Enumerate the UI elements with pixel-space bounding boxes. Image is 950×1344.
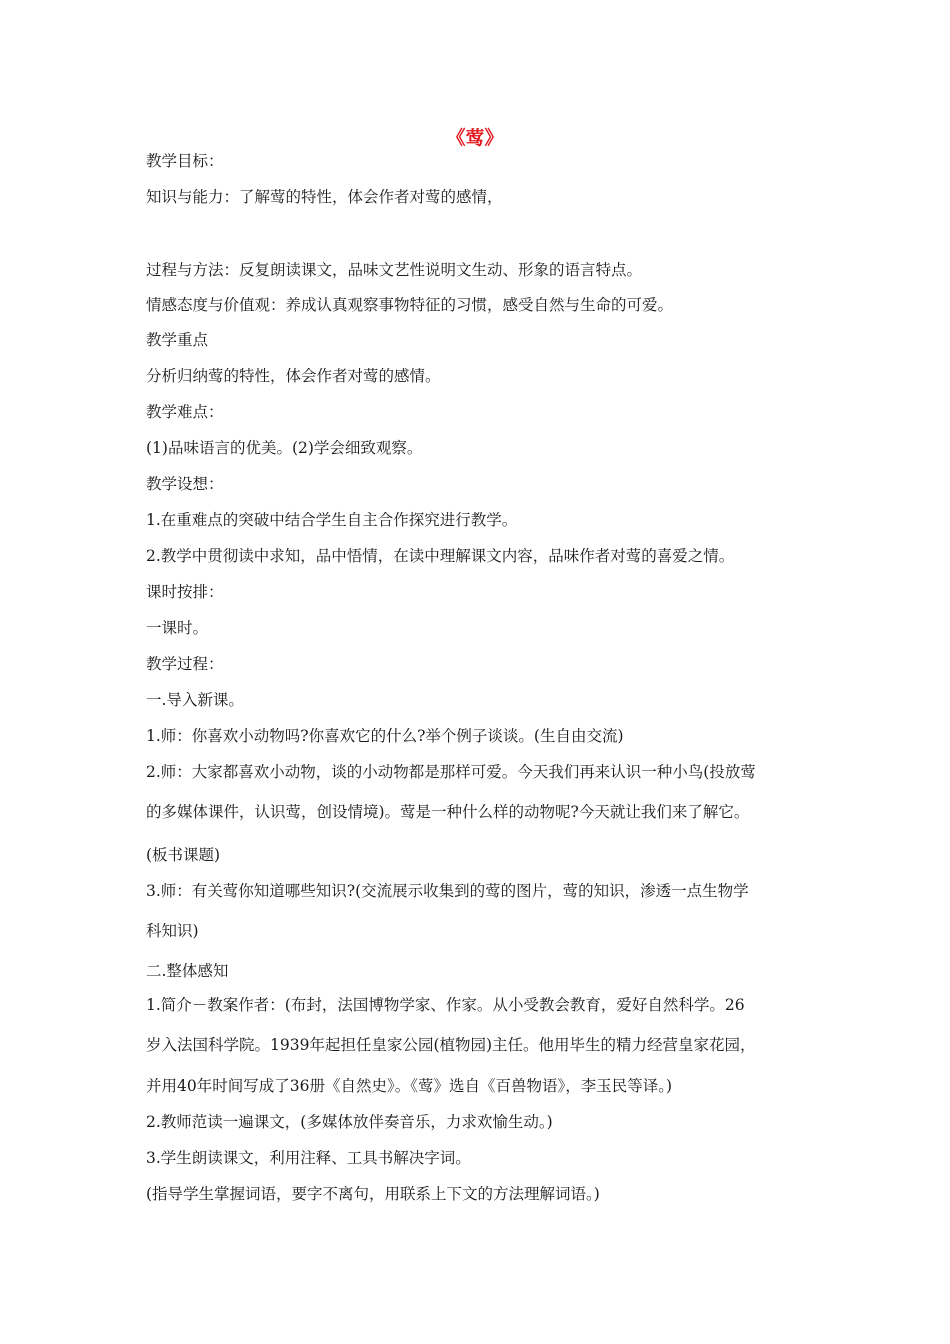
text-line: 2.师：大家都喜欢小动物，谈的小动物都是那样可爱。今天我们再来认识一种小鸟(投放莺 bbox=[146, 763, 756, 781]
text-line: 3.学生朗读课文，利用注释、工具书解决字词。 bbox=[146, 1149, 471, 1167]
section-heading-objectives: 教学目标： bbox=[146, 152, 224, 170]
text-line: 并用40年时间写成了36册《自然史》。《莺》选自《百兽物语》，李玉民等译。) bbox=[146, 1077, 672, 1095]
text-line: (1)品味语言的优美。(2)学会细致观察。 bbox=[146, 439, 423, 457]
text-line: 1.师：你喜欢小动物吗?你喜欢它的什么?举个例子谈谈。(生自由交流) bbox=[146, 727, 624, 745]
text-line: 2.教师范读一遍课文，(多媒体放伴奏音乐，力求欢愉生动。) bbox=[146, 1113, 553, 1131]
text-line: 科知识) bbox=[146, 922, 199, 940]
text-line: 知识与能力：了解莺的特性，体会作者对莺的感情， bbox=[146, 188, 503, 206]
text-line: 岁入法国科学院。1939年起担任皇家公园(植物园)主任。他用毕生的精力经营皇家花园， bbox=[146, 1036, 756, 1054]
section-heading-key-points: 教学重点 bbox=[146, 331, 209, 349]
text-line: 情感态度与价值观：养成认真观察事物特征的习惯，感受自然与生命的可爱。 bbox=[146, 296, 674, 314]
text-line: 过程与方法：反复朗读课文，品味文艺性说明文生动、形象的语言特点。 bbox=[146, 261, 643, 279]
text-line: 3.师：有关莺你知道哪些知识?(交流展示收集到的莺的图片，莺的知识，渗透一点生物学 bbox=[146, 882, 749, 900]
section-heading-schedule: 课时按排： bbox=[146, 583, 224, 601]
subsection-heading: 一.导入新课。 bbox=[146, 691, 244, 709]
text-line: 2.教学中贯彻读中求知，品中悟情，在读中理解课文内容，品味作者对莺的喜爱之情。 bbox=[146, 547, 735, 565]
section-heading-process: 教学过程： bbox=[146, 655, 224, 673]
subsection-heading: 二.整体感知 bbox=[146, 962, 229, 980]
text-line: 分析归纳莺的特性，体会作者对莺的感情。 bbox=[146, 367, 441, 385]
document-title: 《莺》 bbox=[446, 127, 504, 149]
text-line: (板书课题) bbox=[146, 846, 221, 864]
section-heading-difficulties: 教学难点： bbox=[146, 403, 224, 421]
text-line: 1.简介－教案作者：(布封，法国博物学家、作家。从小受教会教育，爱好自然科学。26 bbox=[146, 996, 745, 1014]
section-heading-design: 教学设想： bbox=[146, 475, 224, 493]
text-line: 的多媒体课件，认识莺，创设情境)。莺是一种什么样的动物呢?今天就让我们来了解它。 bbox=[146, 803, 750, 821]
text-line: 一课时。 bbox=[146, 619, 209, 637]
text-line: (指导学生掌握词语，要字不离句，用联系上下文的方法理解词语。) bbox=[146, 1185, 600, 1203]
text-line: 1.在重难点的突破中结合学生自主合作探究进行教学。 bbox=[146, 511, 518, 529]
